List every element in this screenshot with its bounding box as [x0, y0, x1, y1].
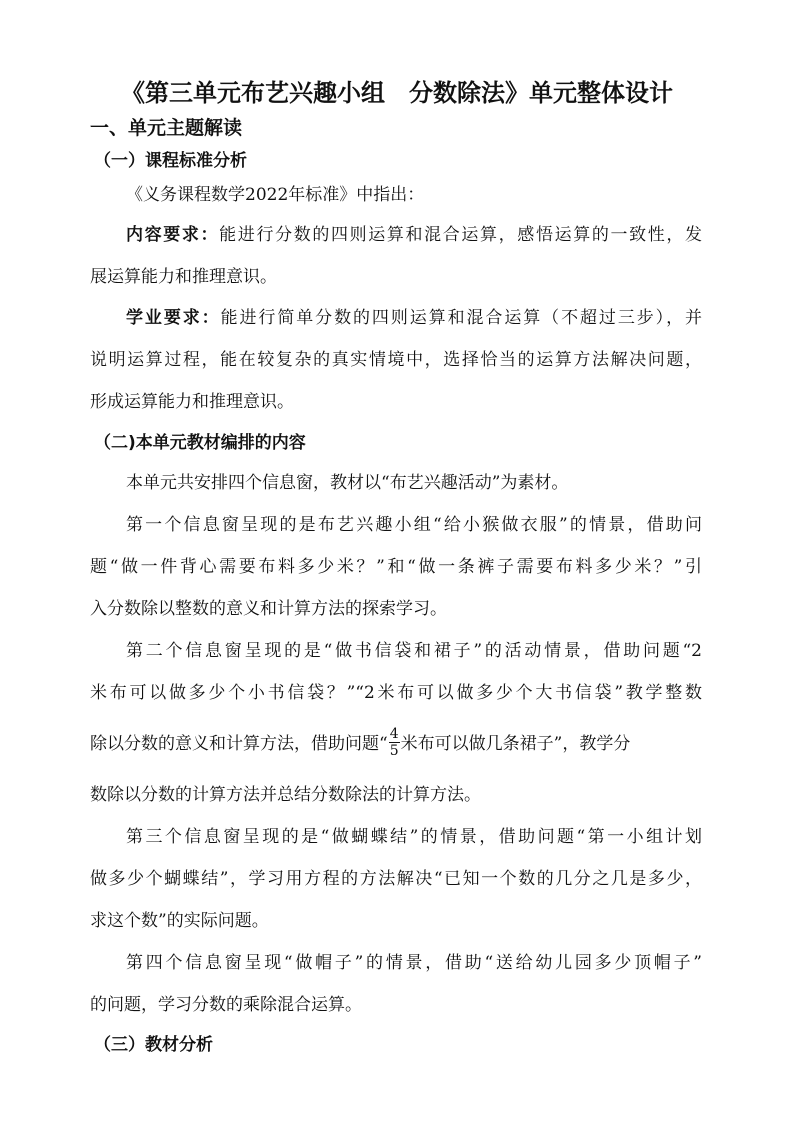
academic-requirement-label: 学业要求： [126, 308, 221, 328]
paragraph-window1-line2: 题“做一件背心需要布料多少米？”和“做一条裤子需要布料多少米？”引 [90, 557, 702, 577]
fraction-numerator: 4 [389, 725, 399, 742]
paragraph-standard-intro: 《义务课程数学2022年标准》中指出： [126, 185, 425, 205]
window2-line3-after-fraction: 米布可以做几条裙子”，教学分 [400, 734, 631, 754]
paragraph-window2-line2: 米布可以做多少个小书信袋？”“2米布可以做多少个大书信袋”教学整数 [90, 683, 702, 703]
paragraph-window4-line1: 第四个信息窗呈现“做帽子”的情景，借助“送给幼儿园多少顶帽子” [126, 953, 702, 973]
paragraph-academic-requirement-line1 [126, 305, 702, 331]
document-title: 《第三单元布艺兴趣小组 分数除法》单元整体设计 [121, 79, 673, 107]
window2-line3-before-fraction: 除以分数的意义和计算方法，借助问题“ [90, 734, 388, 754]
section-heading-theme: 一、单元主题解读 [90, 117, 243, 139]
subheading-unit-content: （二)本单元教材编排的内容 [94, 433, 306, 453]
paragraph-academic-requirement-line3: 形成运算能力和推理意识。 [90, 392, 294, 412]
content-requirement-label: 内容要求： [126, 225, 220, 245]
paragraph-window3-line2: 做多少个蝴蝶结”，学习用方程的方法解决“已知一个数的几分之几是多少， [90, 869, 702, 889]
paragraph-content-requirement-line1 [126, 222, 702, 248]
paragraph-content-requirement-line2: 展运算能力和推理意识。 [90, 267, 277, 287]
paragraph-window2-line4: 数除以分数的计算方法并总结分数除法的计算方法。 [90, 785, 481, 805]
academic-requirement-text: 能进行简单分数的四则运算和混合运算（不超过三步），并 [220, 308, 703, 328]
paragraph-academic-requirement-line2: 说明运算过程，能在较复杂的真实情境中，选择恰当的运算方法解决问题， [90, 350, 702, 370]
fraction-four-fifths [389, 726, 400, 759]
fraction-denominator: 5 [389, 742, 399, 759]
paragraph-window2-line1: 第二个信息窗呈现的是“做书信袋和裙子”的活动情景，借助问题“2 [126, 641, 702, 661]
paragraph-window1-line1: 第一个信息窗呈现的是布艺兴趣小组“给小猴做衣服”的情景，借助问 [126, 515, 702, 535]
paragraph-window1-line3: 入分数除以整数的意义和计算方法的探索学习。 [90, 599, 447, 619]
paragraph-unit-overview: 本单元共安排四个信息窗，教材以“布艺兴趣活动”为素材。 [126, 473, 569, 493]
paragraph-window3-line3: 求这个数”的实际问题。 [90, 911, 269, 931]
content-requirement-text: 能进行分数的四则运算和混合运算，感悟运算的一致性，发 [219, 225, 703, 245]
subheading-curriculum-standard: （一）课程标准分析 [94, 151, 247, 171]
paragraph-window2-line3 [90, 722, 702, 766]
subheading-textbook-analysis: （三）教材分析 [94, 1035, 213, 1055]
paragraph-window4-line2: 的问题，学习分数的乘除混合运算。 [90, 995, 362, 1015]
paragraph-window3-line1: 第三个信息窗呈现的是“做蝴蝶结”的情景，借助问题“第一小组计划 [126, 827, 702, 847]
